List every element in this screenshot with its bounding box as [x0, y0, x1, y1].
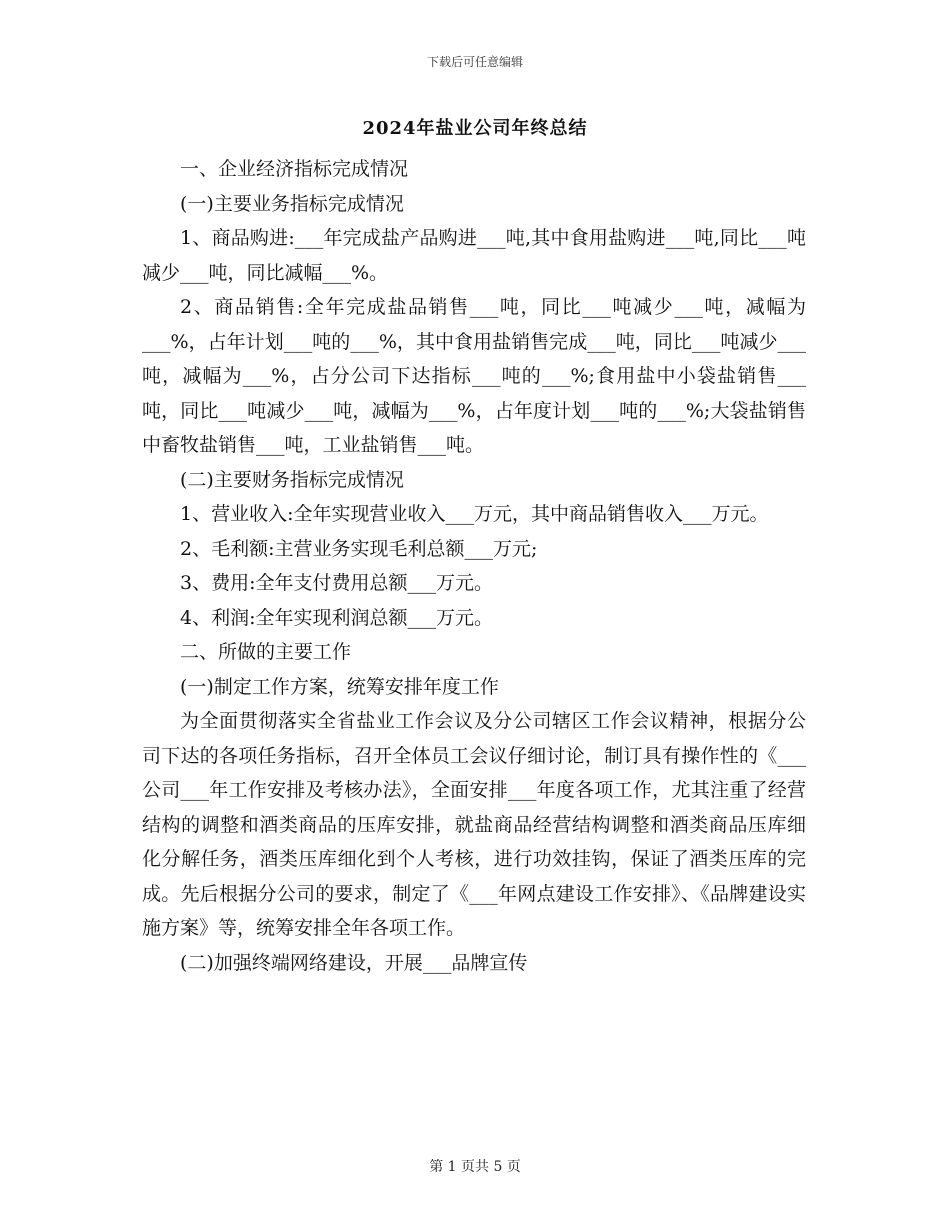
section-heading: 一、企业经济指标完成情况: [180, 158, 409, 180]
section-heading: 二、所做的主要工作: [180, 641, 352, 663]
page-number: 第 1 页共 5 页: [429, 1159, 521, 1175]
subsection-heading: (一)主要业务指标完成情况: [180, 192, 404, 215]
paragraph: 1、商品购进:___年完成盐产品购进___吨,其中食用盐购进___吨,同比___吨减少___吨，同比减幅___%。: [142, 227, 806, 284]
subsection-heading: (二)主要财务指标完成情况: [180, 468, 404, 491]
paragraph: 3、费用:全年支付费用总额___万元。: [180, 572, 493, 594]
paragraph: 2、毛利额:主营业务实现毛利总额___万元;: [180, 537, 538, 560]
header-note: 下载后可任意编辑: [426, 55, 523, 69]
subsection-heading: (一)制定工作方案，统筹安排年度工作: [180, 675, 499, 698]
subsection-heading: (二)加强终端网络建设，开展___品牌宣传: [180, 951, 528, 974]
paragraph: 2、商品销售:全年完成盐品销售___吨，同比___吨减少___吨，减幅为___%，占年计划___吨的___%，其中食用盐销售完成___吨，同比___吨减少___吨，减幅为___%，占分公司下达指标___吨的___%;食用盐中小袋盐销售___吨，同比___吨减少___吨，减幅为___%，占年度计划___吨的___%;大袋盐销售中畜牧盐销售___吨，工业盐销售___吨。: [142, 296, 806, 456]
document-body: [142, 152, 806, 980]
document-title: 2024年盐业公司年终总结: [362, 118, 588, 139]
paragraph: 1、营业收入:全年实现营业收入___万元，其中商品销售收入___万元。: [180, 503, 769, 525]
paragraph: 为全面贯彻落实全省盐业工作会议及分公司辖区工作会议精神，根据分公司下达的各项任务指标，召开全体员工会议仔细讨论，制订具有操作性的《___公司___年工作安排及考核办法》，全面安排___年度各项工作，尤其注重了经营结构的调整和酒类商品的压库安排，就盐商品经营结构调整和酒类商品压库细化分解任务，酒类压库细化到个人考核，进行功效挂钩，保证了酒类压库的完成。先后根据分公司的要求，制定了《___年网点建设工作安排》、《品牌建设实施方案》等，统筹安排全年各项工作。: [142, 710, 806, 939]
paragraph: 4、利润:全年实现利润总额___万元。: [180, 606, 493, 629]
